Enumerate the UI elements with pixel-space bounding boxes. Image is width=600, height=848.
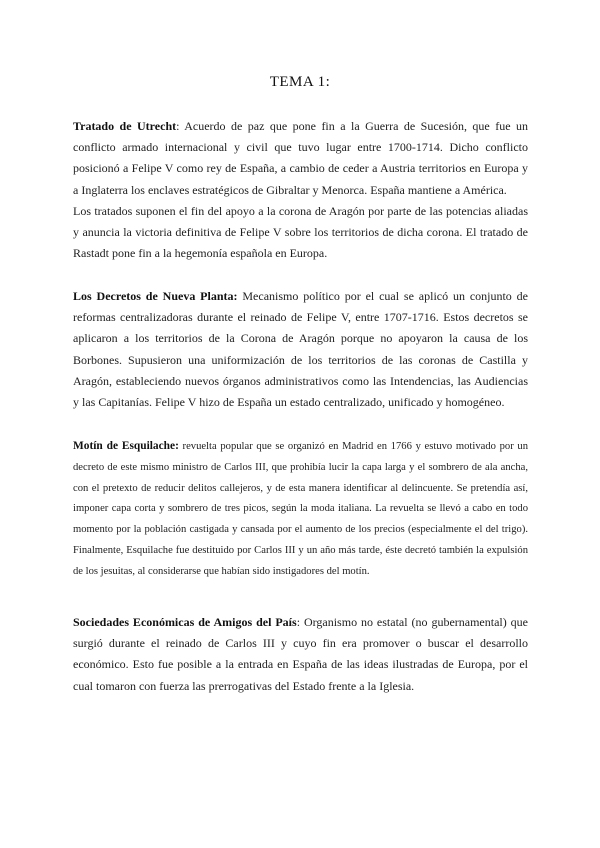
section-paragraph xyxy=(73,116,528,201)
section-paragraph xyxy=(73,612,528,697)
section-paragraph xyxy=(73,286,528,413)
section-text: : Organismo no estatal (no gubernamental) que surgió durante el reinado de Carlos III y cuyo fin era promover o buscar el desarrollo económico. Esto fue posible a la entrada en España de las ideas ilustradas de Europa, por el cual tomaron con fuerza las prerrogativas del Estado frente a la Iglesia. xyxy=(73,615,529,693)
section-text: revuelta popular que se organizó en Madrid en 1766 y estuvo motivado por un decreto de este mismo ministro de Carlos III, que prohibía lucir la capa larga y el sombrero de ala ancha, con el pretexto de reducir delitos callejeros, y de esta manera identificar al delincuente. Se pretendía así, imponer capa corta y sombrero de tres picos, según la moda italiana. La revuelta se llevó a cabo en todo momento por la población castigada y cansada por el aumento de los precios (especialmente el del trigo). Finalmente, Esquilache fue destituido por Carlos III y un año más tarde, éste decretó también la expulsión de los jesuitas, al considerarse que habían sido instigadores del motín. xyxy=(73,441,528,577)
section-decretos-de-nueva-planta xyxy=(73,286,528,413)
section-paragraph xyxy=(73,436,528,583)
section-term: Tratado de Utrecht xyxy=(73,119,177,133)
section-text: Los tratados suponen el fin del apoyo a la corona de Aragón por parte de las potencias aliadas y anuncia la victoria definitiva de Felipe V sobre los territorios de dicha corona. El tratado de Rastadt pone fin a la hegemonía española en Europa. xyxy=(73,203,528,261)
section-sociedades-economicas xyxy=(73,612,528,697)
page-title: TEMA 1: xyxy=(269,74,331,90)
section-text: : Acuerdo de paz que pone fin a la Guerra de Sucesión, que fue un conflicto armado internacional y civil que tuvo lugar entre 1700-1714. Dicho conflicto posicionó a Felipe V como rey de España, a cambio de ceder a Austria territorios en Europa y a Inglaterra los enclaves estratégicos de Gibraltar y Menorca. España mantiene a América. xyxy=(73,119,528,197)
section-term: Los Decretos de Nueva Planta: xyxy=(73,289,238,303)
section-paragraph xyxy=(73,201,528,265)
section-term: Motín de Esquilache: xyxy=(73,440,179,452)
section-motin-de-esquilache xyxy=(73,436,528,583)
section-term: Sociedades Económicas de Amigos del País xyxy=(73,615,297,629)
section-text: Mecanismo político por el cual se aplicó un conjunto de reformas centralizadoras durante el reinado de Felipe V, entre 1707-1716. Estos decretos se aplicaron a los territorios de la Corona de Aragón porque no apoyaron la causa de los Borbones. Supusieron una uniformización de los territorios de las coronas de Castilla y Aragón, estableciendo nuevos órganos administrativos como las Intendencias, las Audiencias y las Capitanías. Felipe V hizo de España un estado centralizado, unificado y homogéneo. xyxy=(73,289,528,410)
section-tratado-de-utrecht xyxy=(73,116,528,264)
